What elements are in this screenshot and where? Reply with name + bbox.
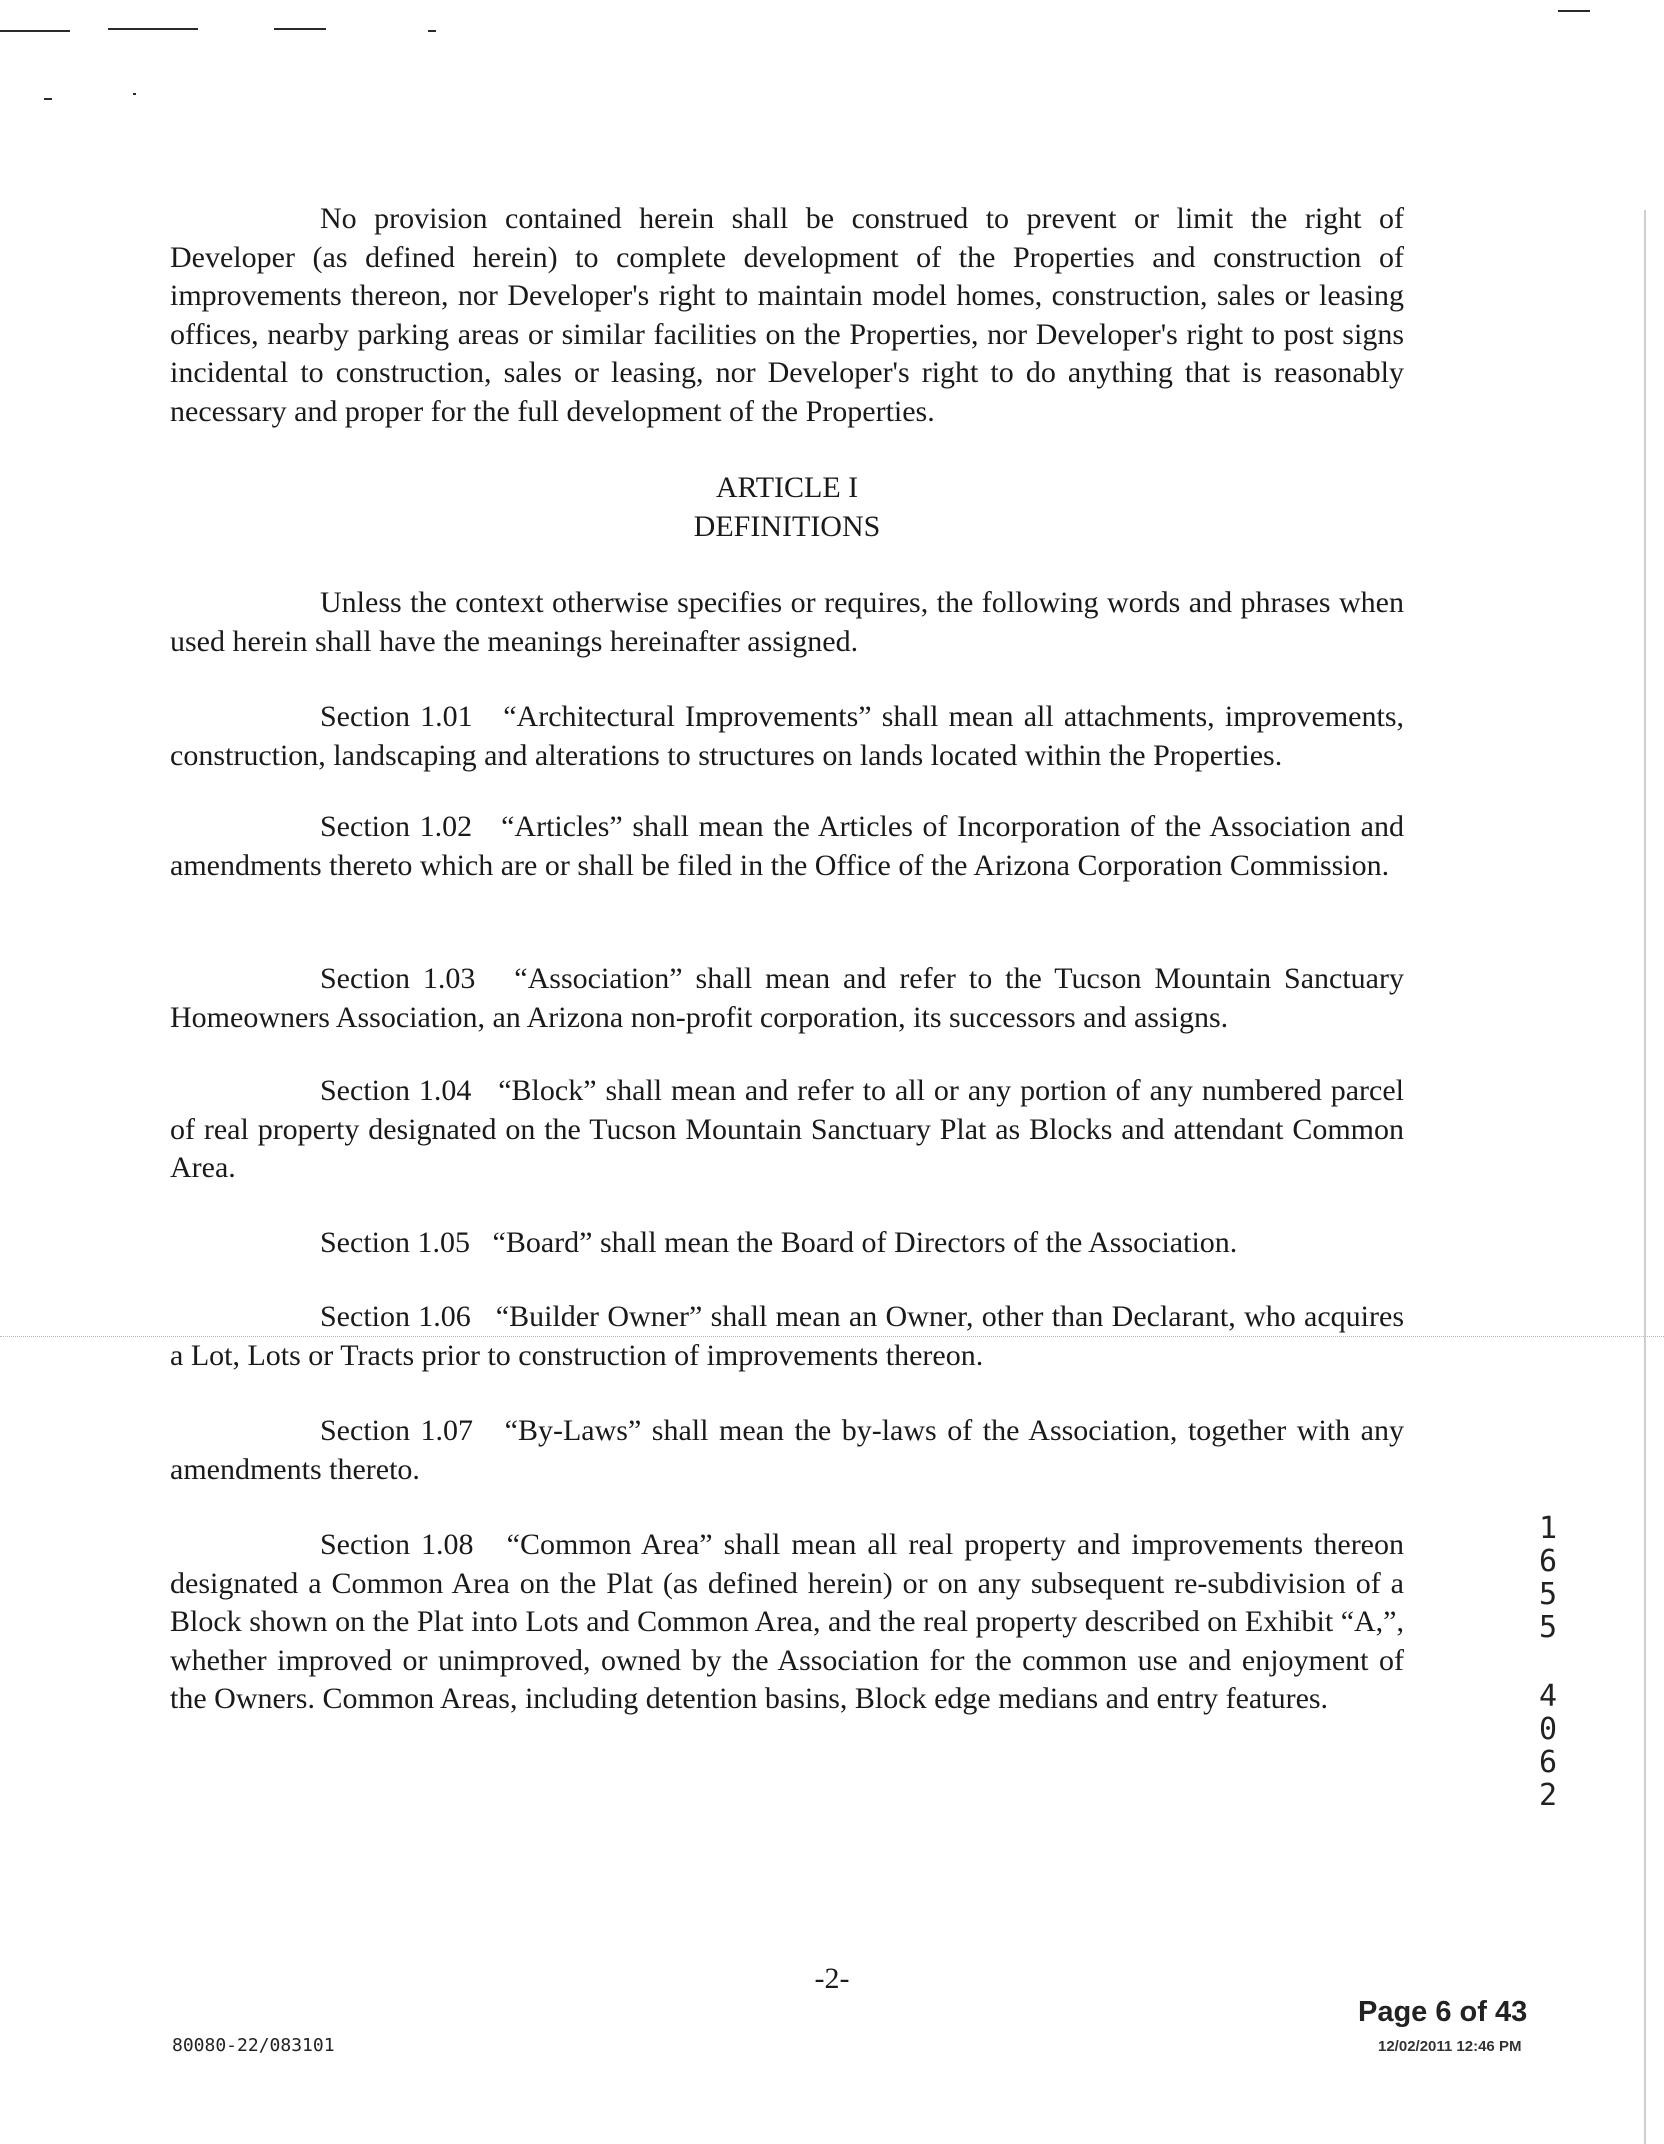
section-1-07 [170, 1412, 1404, 1489]
article-heading [170, 468, 1404, 546]
section-text: “Articles” shall mean the Articles of Incorporation of the Association and amendments thereto which are or shall be filed in the Office of the Arizona Corporation Commission. [170, 810, 1404, 882]
section-label: Section 1.04 [320, 1074, 472, 1107]
section-label: Section 1.08 [320, 1528, 474, 1561]
section-1-06 [170, 1298, 1404, 1375]
definitions-intro: Unless the context otherwise specifies or requires, the following words and phrases when used herein shall have the meanings hereinafter assigned. [170, 586, 1404, 658]
section-1-01 [170, 698, 1404, 775]
stamp-digit: 6 [1538, 1745, 1558, 1780]
intro-paragraph: No provision contained herein shall be construed to prevent or limit the right of Developer (as defined herein) to complete development of the Properties and construction of improvements thereon, nor Developer's right to maintain model homes, construction, sales or leasing offices, nearby parking areas or similar facilities on the Properties, nor Developer's right to post signs incidental to construction, sales or leasing, nor Developer's right to do anything that is reasonably necessary and proper for the full development of the Properties. [170, 202, 1404, 428]
section-label: Section 1.07 [320, 1414, 474, 1447]
stamp-digit: 2 [1538, 1778, 1558, 1813]
stamp-digit: 0 [1538, 1712, 1558, 1747]
stamp-digit: 4 [1538, 1679, 1558, 1714]
section-label: Section 1.03 [320, 962, 476, 995]
scan-mark [0, 30, 70, 32]
section-label: Section 1.02 [320, 810, 473, 843]
section-text: “By-Laws” shall mean the by-laws of the Association, together with any amendments thereto. [170, 1414, 1404, 1486]
scan-mark [44, 98, 52, 100]
page-edge-line [1644, 210, 1646, 2144]
section-1-05 [170, 1224, 1404, 1263]
definitions-intro-block [170, 584, 1404, 661]
article-number: ARTICLE I [715, 471, 859, 504]
section-1-03 [170, 960, 1404, 1037]
scan-mark [108, 28, 198, 30]
section-text: “Builder Owner” shall mean an Owner, other than Declarant, who acquires a Lot, Lots or Tracts prior to construction of improvements thereon. [170, 1300, 1404, 1372]
stamp-digit: 5 [1538, 1610, 1558, 1645]
section-label: Section 1.01 [320, 700, 473, 733]
scan-mark [1558, 10, 1590, 12]
page-count-label: Page 6 of 43 [1358, 1996, 1528, 2028]
section-text: “Common Area” shall mean all real property and improvements thereon designated a Common Area on the Plat (as defined herein) or on any subsequent re-subdivision of a Block shown on the Plat into Lots and Common Area, and the real property described on Exhibit “A,”, whether improved or unimproved, owned by the Association for the common use and enjoyment of the Owners. Common Areas, including detention basins, Block edge medians and entry features. [170, 1528, 1405, 1715]
recording-number-stamp [1534, 1512, 1562, 1812]
section-text: “Architectural Improvements” shall mean all attachments, improvements, construction, landscaping and alterations to structures on lands located within the Properties. [170, 700, 1404, 772]
stamp-digit: 5 [1538, 1577, 1558, 1612]
recording-timestamp: 12/02/2011 12:46 PM [1378, 2038, 1522, 2055]
intro-block [170, 200, 1404, 431]
section-text: “Block” shall mean and refer to all or any portion of any numbered parcel of real property designated on the Tucson Mountain Sanctuary Plat as Blocks and attendant Common Area. [170, 1074, 1404, 1184]
section-text: “Board” shall mean the Board of Directors of the Association. [492, 1226, 1238, 1259]
section-label: Section 1.05 [320, 1226, 470, 1259]
document-code: 80080-22/083101 [172, 2035, 335, 2056]
article-title: DEFINITIONS [693, 510, 881, 543]
stamp-digit: 1 [1538, 1511, 1558, 1546]
section-label: Section 1.06 [320, 1300, 471, 1333]
scan-mark [428, 30, 436, 32]
scan-mark [274, 28, 326, 30]
section-text: “Association” shall mean and refer to the Tucson Mountain Sanctuary Homeowners Association, an Arizona non-profit corporation, its successors and assigns. [170, 962, 1404, 1034]
scan-mark [133, 93, 136, 95]
page-number: -2- [814, 1962, 850, 1995]
section-1-08 [170, 1526, 1404, 1719]
section-1-02 [170, 808, 1404, 885]
section-1-04 [170, 1072, 1404, 1188]
stamp-digit: 6 [1538, 1544, 1558, 1579]
